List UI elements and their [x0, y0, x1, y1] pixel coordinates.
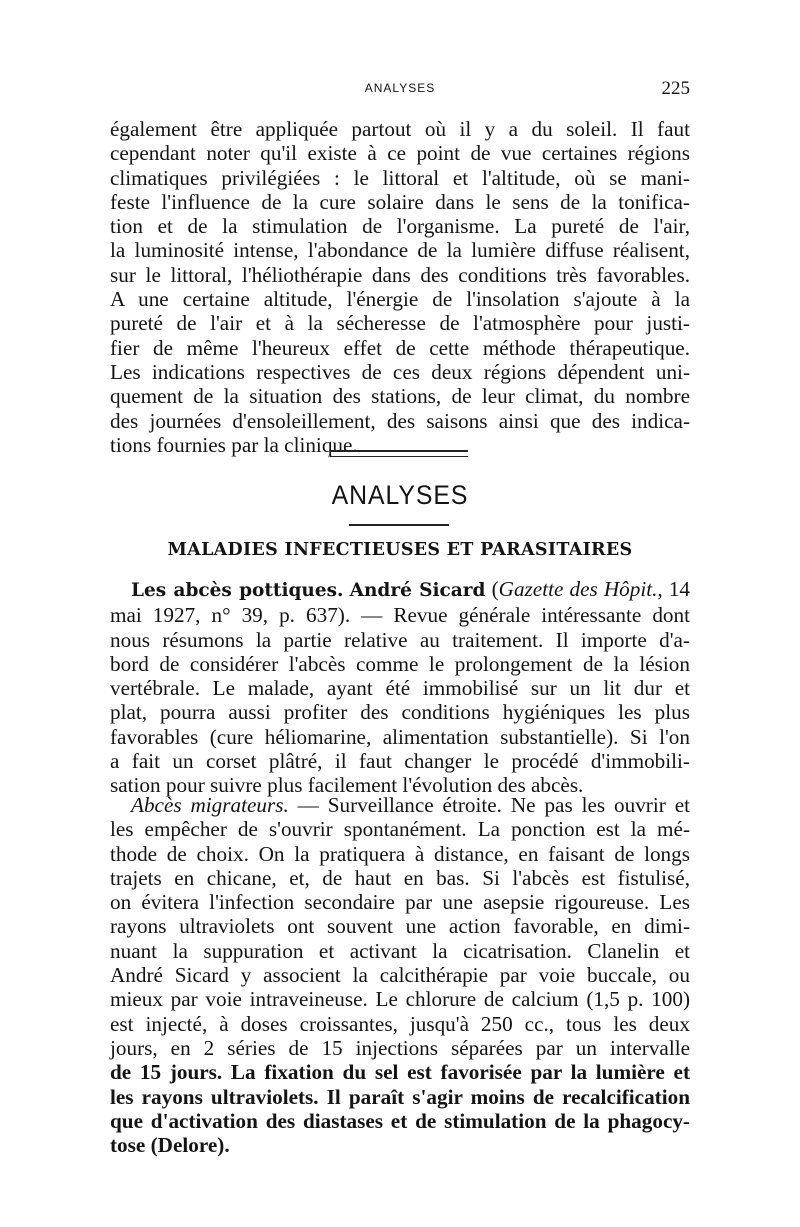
text-line: nous résumons la partie relative au traitement. Il importe d'a- [110, 627, 690, 652]
text-line: plat, pourra aussi profiter des conditions hygiéniques les plus [110, 700, 690, 725]
text-line: mai 1927, n° 39, p. 637). — Revue générale intéressante dont [110, 603, 690, 628]
text-line: André Sicard y associent la calcithérapie par voie buccale, ou [110, 963, 690, 988]
text-fragment: — Surveillance étroite. Ne pas les ouvrir et [288, 793, 690, 817]
section-title: ANALYSES [331, 480, 469, 510]
section-divider [330, 450, 468, 457]
running-head [110, 78, 690, 98]
text-line: A une certaine altitude, l'énergie de l'insolation s'ajoute à la [110, 287, 690, 312]
text-line: climatiques privilégiées : le littoral et l'altitude, où se mani- [110, 165, 690, 190]
text-line: pureté de l'air et à la sécheresse de l'atmosphère pour justi- [110, 311, 690, 336]
page-number: 225 [661, 78, 690, 99]
text-line: que d'activation des diastases et de stimulation de la phagocy- [110, 1108, 690, 1133]
text-line: vertébrale. Le malade, ayant été immobilisé sur un lit dur et [110, 676, 690, 701]
title-underline [349, 524, 449, 526]
text-line: tion et de la stimulation de l'organisme. La pureté de l'air, [110, 214, 690, 239]
text-line: thode de choix. On la pratiquera à distance, en faisant de longs [110, 841, 690, 866]
article-author: André Sicard [349, 580, 486, 601]
article-source: Gazette des Hôpit. [498, 577, 658, 601]
article-source-rest: , 14 [657, 577, 691, 601]
paragraph-abces-migrateurs [110, 793, 690, 1157]
text-line: sur le littoral, l'héliothérapie dans des conditions très favorables. [110, 262, 690, 287]
text-line: favorables (cure héliomarine, alimentation substantielle). Si l'on [110, 724, 690, 749]
article-title: Les abcès pottiques. [131, 580, 344, 601]
text-line: mieux par voie intraveineuse. Le chlorure de calcium (1,5 p. 100) [110, 987, 690, 1012]
text-line: fier de même l'heureux effet de cette méthode thérapeutique. [110, 335, 690, 360]
text-line: des journées d'ensoleillement, des saisons ainsi que des indica- [110, 408, 690, 433]
text-line: trajets en chicane, et, de haut en bas. Si l'abcès est fistulisé, [110, 865, 690, 890]
text-line: on évitera l'infection secondaire par une asepsie rigoureuse. Les [110, 890, 690, 915]
text-line: jours, en 2 séries de 15 injections séparées par un intervalle [110, 1035, 690, 1060]
subsection-title: MALADIES INFECTIEUSES ET PARASITAIRES [167, 540, 633, 560]
text-line: tions fournies par la clinique. [110, 432, 358, 457]
paragraph-first-line [110, 793, 690, 817]
text-line: quement de la situation des stations, de leur climat, du nombre [110, 384, 690, 409]
paragraph-continued [110, 117, 690, 457]
article-first-line [110, 577, 690, 603]
text-line: feste l'influence de la cure solaire dans le sens de la tonifica- [110, 189, 690, 214]
running-head-title: ANALYSES [364, 81, 436, 95]
text-line: également être appliquée partout où il y a du soleil. Il faut [110, 117, 690, 141]
text-line: tose (Delore). [110, 1133, 230, 1158]
text-line: rayons ultraviolets ont souvent une action favorable, en dimi- [110, 914, 690, 939]
text-line: les empêcher de s'ouvrir spontanément. La ponction est la mé- [110, 817, 690, 842]
article-abces-pottiques [110, 577, 690, 798]
paragraph-heading: Abcès migrateurs. [131, 793, 289, 817]
text-line: est injecté, à doses croissantes, jusqu'à 250 cc., tous les deux [110, 1011, 690, 1036]
source-paren: ( [491, 577, 499, 601]
text-line: Les indications respectives de ces deux régions dépendent uni- [110, 359, 690, 384]
text-line: sation pour suivre plus facilement l'évolution des abcès. [110, 773, 584, 798]
text-line: nuant la suppuration et activant la cicatrisation. Clanelin et [110, 938, 690, 963]
text-line: cependant noter qu'il existe à ce point de vue certaines régions [110, 141, 690, 166]
text-line: la luminosité intense, l'abondance de la lumière diffuse réalisent, [110, 238, 690, 263]
text-line: de 15 jours. La fixation du sel est favorisée par la lumière et [110, 1060, 690, 1085]
text-line: a fait un corset plâtré, il faut changer le procédé d'immobili- [110, 749, 690, 774]
text-line: bord de considérer l'abcès comme le prolongement de la lésion [110, 651, 690, 676]
text-line: les rayons ultraviolets. Il paraît s'agir moins de recalcification [110, 1084, 690, 1109]
